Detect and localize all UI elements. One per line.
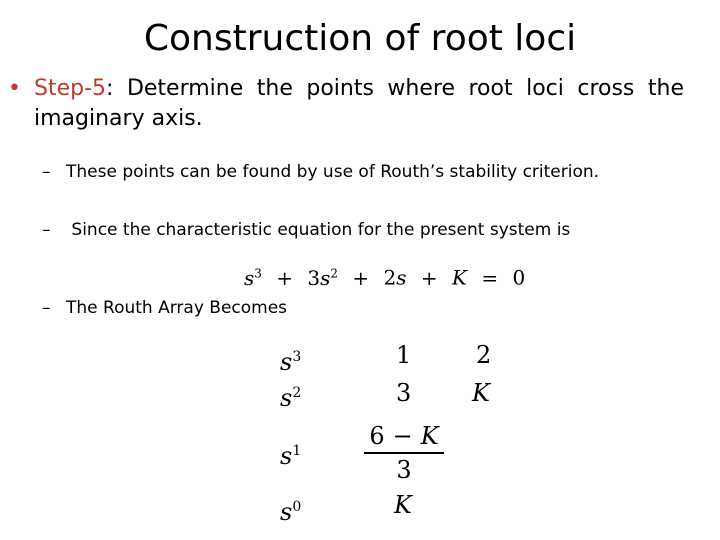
eq-term-3s2: $3s^2$ (307, 265, 339, 290)
fraction-numerator: 6 − K (369, 422, 439, 450)
sub-bullet-text: Since the characteristic equation for the present system is (66, 220, 571, 240)
routh-array (272, 340, 512, 530)
dash-marker: – (42, 298, 51, 318)
bullet-line-1 (34, 74, 684, 104)
routh-cell-s1-fraction (364, 422, 444, 484)
sub-bullet-routh-array (42, 296, 287, 320)
row-label-s2: $s^2$ (280, 384, 302, 412)
bullet-line-1-text: : Determine the points where root loci cross the (106, 76, 684, 101)
routh-cell-s0-c1: K (394, 491, 412, 519)
sub-bullet-text: These points can be found by use of Routh’s stability criterion. (66, 162, 600, 182)
routh-cell-s2-c2: K (472, 379, 490, 407)
characteristic-equation (244, 258, 525, 293)
dash-marker: – (42, 220, 51, 240)
row-label-s3: $s^3$ (280, 348, 302, 376)
eq-term-2s: 2s (383, 265, 407, 290)
sub-bullet-routh-criterion (42, 160, 599, 184)
eq-plus: + (276, 265, 294, 290)
eq-plus: + (352, 265, 370, 290)
row-label-s1: $s^1$ (280, 442, 302, 470)
fraction-denominator: 3 (396, 456, 412, 484)
routh-cell-s3-c2: 2 (476, 341, 492, 369)
sub-bullet-text: The Routh Array Becomes (66, 298, 288, 318)
routh-cell-s3-c1: 1 (396, 341, 412, 369)
eq-term-s3: $s^3$ (244, 265, 262, 290)
routh-cell-s2-c1: 3 (396, 379, 412, 407)
eq-term-k: K (452, 265, 467, 290)
fraction-bar (364, 452, 444, 454)
slide-title: Construction of root loci (143, 18, 577, 59)
bullet-line-2: imaginary axis. (34, 106, 203, 131)
sub-bullet-characteristic-equation (42, 218, 570, 242)
eq-plus: + (420, 265, 438, 290)
bullet-marker: • (8, 76, 21, 101)
eq-rhs: 0 (512, 265, 526, 290)
row-label-s0: $s^0$ (280, 498, 302, 526)
dash-marker: – (42, 162, 51, 182)
step-label: Step-5 (34, 76, 107, 101)
eq-equals: = (481, 265, 499, 290)
